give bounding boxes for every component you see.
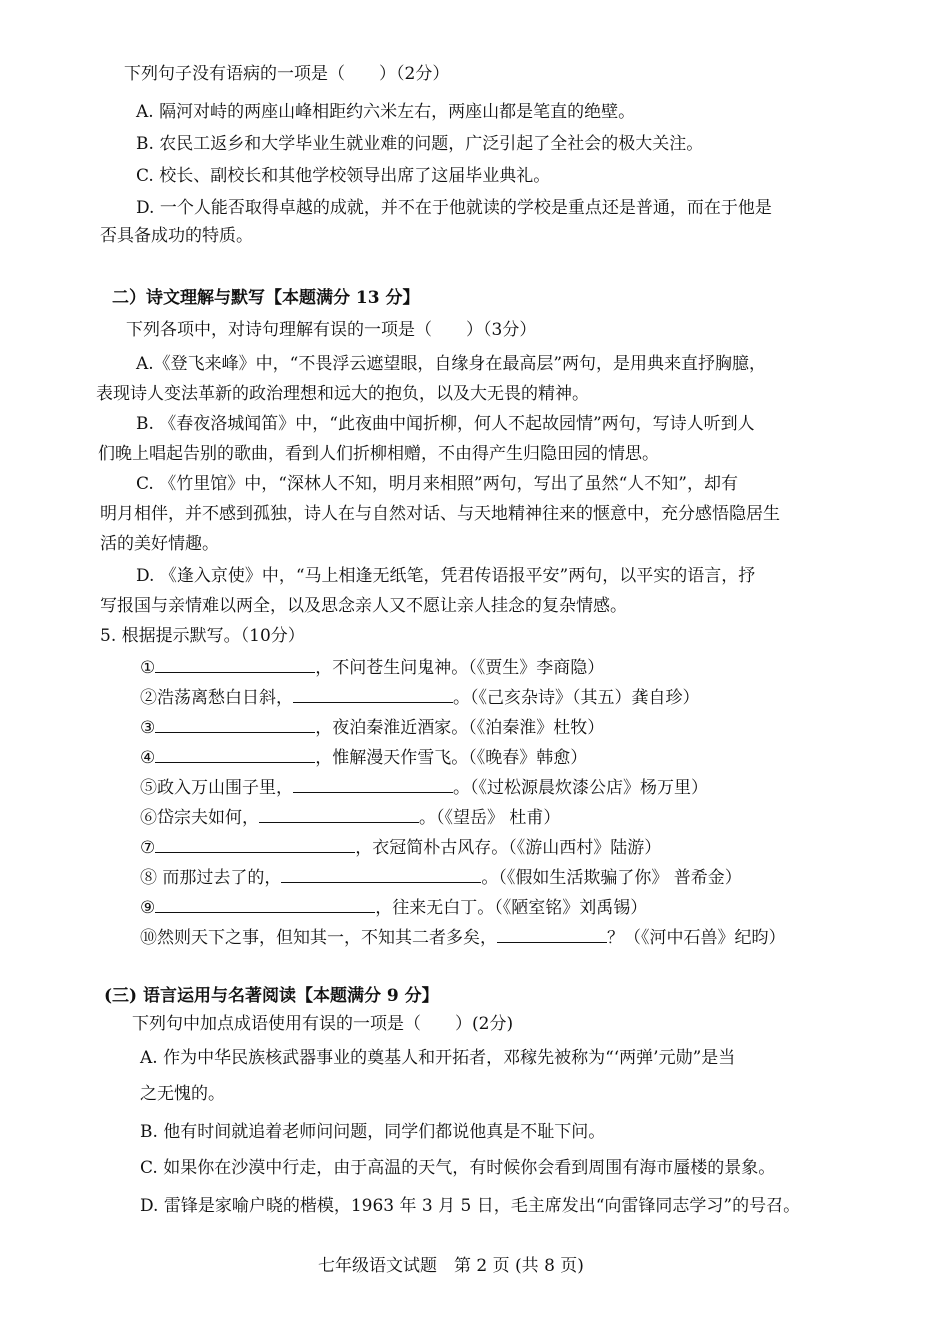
q5-item-3 [140,716,604,737]
q5-item-10-post: ？（《河中石兽》纪昀） [607,928,786,948]
q5-item-4 [140,746,587,767]
section3-title: (三) 语言运用与名著阅读【本题满分 9 分】 [104,986,439,1006]
q5-item-6-post: 。（《望岳》 杜甫） [419,808,561,828]
answer-blank-6[interactable] [259,806,419,823]
poetry-option-d-line2: 写报国与亲情难以两全，以及思念亲人又不愿让亲人挂念的复杂情感。 [100,596,627,616]
q5-item-6 [140,806,560,827]
answer-blank-10[interactable] [497,926,607,943]
grammar-option-a: A. 隔河对峙的两座山峰相距约六米左右，两座山都是笔直的绝壁。 [136,102,636,122]
answer-blank-7[interactable] [155,836,355,853]
answer-blank-3[interactable] [155,716,315,733]
q5-item-2-post: 。（《己亥杂诗》（其五）龚自珍） [453,688,700,708]
answer-blank-8[interactable] [281,866,481,883]
poetry-option-d-line1: D. 《逢入京使》中，“马上相逢无纸笔，凭君传语报平安”两句，以平实的语言，抒 [136,566,756,586]
q5-item-7 [140,836,661,857]
q5-item-1 [140,656,604,677]
grammar-question-stem: 下列句子没有语病的一项是（ ）（2分） [124,64,450,84]
q5-item-7-post: ，衣冠简朴古风存。（《游山西村》陆游） [355,838,662,858]
grammar-option-d-line2: 否具备成功的特质。 [100,226,253,246]
poetry-option-a-line2: 表现诗人变法革新的政治理想和远大的抱负，以及大无畏的精神。 [96,384,589,404]
q5-item-9 [140,896,647,917]
grammar-option-c: C. 校长、副校长和其他学校领导出席了这届毕业典礼。 [136,166,551,186]
poetry-option-c-line2: 明月相伴，并不感到孤独，诗人在与自然对话、与天地精神往来的惬意中，充分感悟隐居生 [100,504,780,524]
q5-item-6-pre: ⑥岱宗夫如何， [140,808,259,828]
idiom-option-a-line2: 之无愧的。 [140,1084,225,1104]
q5-item-10-pre: ⑩然则天下之事，但知其一，不知其二者多矣， [140,928,497,948]
q5-item-8-pre: ⑧ 而那过去了的， [140,868,282,888]
idiom-option-b: B. 他有时间就追着老师问问题，同学们都说他真是不耻下问。 [140,1122,606,1142]
q5-item-5-post: 。（《过松源晨炊漆公店》杨万里） [453,778,708,798]
section2-title: 二）诗文理解与默写【本题满分 13 分】 [112,288,420,308]
q5-item-8 [140,866,742,887]
idiom-option-a-line1: A. 作为中华民族核武器事业的奠基人和开拓者，邓稼先被称为“‘两弹’元勋”是当 [140,1048,736,1068]
poetry-option-c-line3: 活的美好情趣。 [100,534,219,554]
q5-item-3-pre: ③ [140,718,156,738]
q5-item-8-post: 。（《假如生活欺骗了你》 普希金） [481,868,742,888]
poetry-option-a-line1: A.《登飞来峰》中，“不畏浮云遮望眼，自缘身在最高层”两句，是用典来直抒胸臆， [136,354,767,374]
answer-blank-4[interactable] [155,746,315,763]
poetry-option-c-line1: C. 《竹里馆》中，“深林人不知，明月来相照”两句，写出了虽然“人不知”，却有 [136,474,738,494]
q5-item-9-post: ，往来无白丁。（《陋室铭》刘禹锡） [375,898,648,918]
q5-item-5 [140,776,708,797]
grammar-option-d-line1: D. 一个人能否取得卓越的成就，并不在于他就读的学校是重点还是普通，而在于他是 [136,198,772,218]
q5-item-4-pre: ④ [140,748,156,768]
idiom-option-c: C. 如果你在沙漠中行走，由于高温的天气，有时候你会看到周围有海市蜃楼的景象。 [140,1158,776,1178]
q5-item-4-post: ，惟解漫天作雪飞。（《晚春》韩愈） [315,748,588,768]
q5-item-1-pre: ① [140,658,156,678]
grammar-option-b: B. 农民工返乡和大学毕业生就业难的问题，广泛引起了全社会的极大关注。 [136,134,704,154]
page-footer: 七年级语文试题 第 2 页 (共 8 页) [318,1256,584,1276]
answer-blank-1[interactable] [155,656,315,673]
q5-stem: 5. 根据提示默写。（10分） [100,626,305,646]
q5-item-2-pre: ②浩荡离愁白日斜， [140,688,293,708]
answer-blank-9[interactable] [155,896,375,913]
poetry-option-b-line1: B. 《春夜洛城闻笛》中，“此夜曲中闻折柳，何人不起故园情”两句，写诗人听到人 [136,414,755,434]
q5-item-7-pre: ⑦ [140,838,156,858]
idiom-question-stem: 下列句中加点成语使用有误的一项是（ ）(2分) [132,1014,514,1034]
q5-item-2 [140,686,700,707]
q5-item-1-post: ，不问苍生问鬼神。（《贾生》李商隐） [315,658,605,678]
answer-blank-2[interactable] [293,686,453,703]
q5-item-5-pre: ⑤政入万山围子里， [140,778,293,798]
q5-item-3-post: ，夜泊秦淮近酒家。（《泊秦淮》杜牧） [315,718,605,738]
answer-blank-5[interactable] [293,776,453,793]
poetry-question-stem: 下列各项中，对诗句理解有误的一项是（ ）（3分） [126,320,537,340]
q5-item-10 [140,926,786,947]
idiom-option-d: D. 雷锋是家喻户晓的楷模，1963 年 3 月 5 日，毛主席发出“向雷锋同志学习”的号召。 [140,1196,801,1216]
q5-item-9-pre: ⑨ [140,898,156,918]
poetry-option-b-line2: 们晚上唱起告别的歌曲，看到人们折柳相赠，不由得产生归隐田园的情思。 [98,444,659,464]
